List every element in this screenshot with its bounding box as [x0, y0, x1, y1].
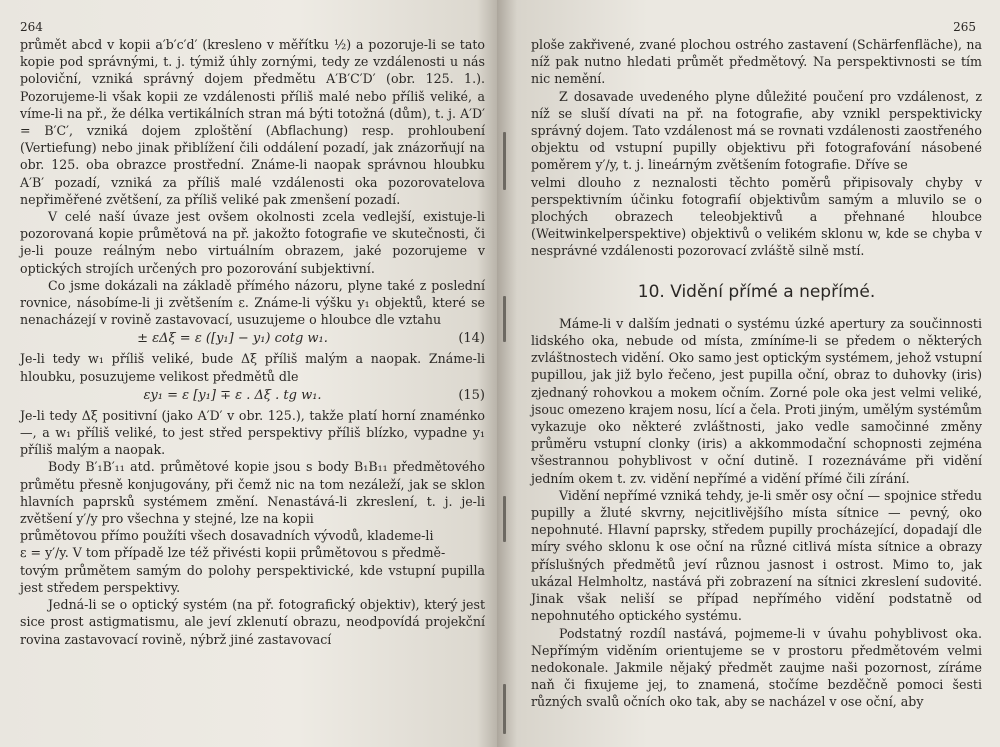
left-paragraph-3: Co jsme dokázali na základě přímého názoru, plyne také z poslední rovnice, násobíme-li ji zvětšením ε. Známe-li výšku y₁ objektů, které se nenacházejí v rovině zastavovací, usuzujeme o hloubce dle vztahu [20, 277, 485, 328]
right-paragraph-3: Máme-li v dalším jednati o systému úzké apertury za součinnosti lidského oka, nebude od místa, zmíníme-li se předem o některých zvláštnostech vidění. Oko samo jest optickým systémem, jehož vstupní pupillou, jak již bylo řečeno, jest pupilla oční, obraz to duhovky (iris) zjednaný rohovkou a mokem očním. Zorné pole oka jest velmi veliké, jsouc omezeno krajem nosu, lící a čela. Proti jiným, umělým systémům vykazuje oko některé zvláštnosti, jako vedle samočinné změny průměru vstupní clonky (iris) a akkommodační schopnosti zejména všestrannou pohyblivost v oční dutině. I rozeznáváme při vidění jedním okem t. zv. vidění nepřímé a vidění přímé čili zírání. [531, 315, 982, 486]
left-paragraph-1: průmět abcd v kopii a′b′c′d′ (kresleno v měřítku ½) a pozoruje-li se tato kopie pod správnými, t. j. týmiž úhly zornými, tedy ze vzdálenosti u nás poloviční, vzniká správný dojem předmětu A′B′C′D′ (obr. 125. 1.). Pozorujeme-li však kopii ze vzdálenosti příliš malé nebo příliš veliké, a víme-li na př., že délka vertikálních stran má býti totožná (dům), t. j. A′D′ = B′C′, vzniká dojem zploštění (Abflachung) resp. prohloubení (Vertiefung) nebo jinak přiblížení čili oddálení pozadí, jak znázorňují na obr. 125. oba obrazce prostřední. Známe-li naopak správnou hloubku A′B′ pozadí, vzniká za příliš malé vzdálenosti oka pozorovatelova nepřiměřené zvětšení, za příliš veliké pak zmenšení pozadí. [20, 37, 485, 207]
right-paragraph-1: ploše zakřivené, zvané plochou ostrého zastavení (Schärfenfläche), na níž pak nutno hledati průmět předmětový. Na perspektivnosti se tím nic nemění. [531, 37, 982, 87]
left-page-text [20, 36, 485, 648]
equation-15-number: (15) [458, 387, 485, 403]
section-heading: 10. Vidění přímé a nepřímé. [637, 281, 876, 302]
equation-14-expression: ± εΔξ = ε ([y₁] − y₁) cotg w₁. [137, 331, 328, 347]
left-paragraph-6d: tovým průmětem samým do polohy perspektivické, kde vstupní pupilla jest středem perspektivy. [20, 562, 485, 595]
left-paragraph-2: V celé naší úvaze jest ovšem okolnosti zcela vedlejší, existuje-li pozorovaná kopie průmětová na př. jakožto fotografie ve skutečnosti, či je-li pouze reálným nebo virtuálním obrazem, jaké pozorujeme v optických strojích určených pro pozorování subjektivní. [20, 209, 485, 276]
left-paragraph-6c: ε = y′/y. V tom případě lze též přivésti kopii průmětovou s předmě- [20, 545, 446, 561]
right-paragraph-4: Vidění nepřímé vzniká tehdy, je-li směr osy oční — spojnice středu pupilly a žluté skvrny, nejcitlivějšího místa sítnice — pevný, oko nepohnuté. Hlavní paprsky, středem pupilly procházející, dopadají dle míry svého sklonu k ose oční na různé citlivá místa sítnice a obrazy příslušných předmětů jeví různou jasnost i ostrost. Mimo to, jak ukázal Helmholtz, nastává při zobrazení na sítnici zkreslení sudovité. Jinak však neliší se případ nepřímého vidění podstatně od nepohnutého optického systému. [531, 487, 982, 624]
left-paragraph-6a: Body B′₁B′₁₁ atd. průmětové kopie jsou s body B₁B₁₁ předmětového průmětu přesně konjugovány, při čemž nic na tom nezáleží, jak se sklon hlavních paprsků systémem změní. Nenastává-li zkreslení, t. j. je-li zvětšení y′/y pro všechna y stejné, lze na kopii [20, 459, 485, 527]
equation-14 [20, 330, 485, 348]
right-paragraph-2a: Z dosavade uvedeného plyne důležité poučení pro vzdálenost, z níž se sluší dívati na př. na fotografie, aby vznikl perspektivicky správný dojem. Tato vzdálenost má se rovnati vzdálenosti zaostřeného objektu od vstupní pupilly objektivu při fotografování násobené poměrem y′/y, t. j. lineárným zvětšením fotografie. Dříve se [531, 88, 982, 173]
equation-15 [20, 387, 485, 405]
left-paragraph-5: Je-li tedy Δξ positivní (jako A′D′ v obr. 125.), takže platí horní znaménko —, a w₁ příliš veliké, to jest střed perspektivy příliš blízko, vypadne y₁ příliš malým a naopak. [20, 407, 485, 458]
right-page [497, 0, 1000, 747]
gutter-mark [503, 496, 506, 542]
left-paragraph-4: Je-li tedy w₁ příliš veliké, bude Δξ příliš malým a naopak. Známe-li hloubku, posuzujeme velikost předmětů dle [20, 351, 485, 384]
left-paragraph-6b: průmětovou přímo použíti všech dosavadních vývodů, klademe-li [20, 528, 434, 544]
gutter-mark [503, 296, 506, 342]
right-page-number: 265 [953, 20, 976, 34]
left-page [0, 0, 497, 747]
right-page-text [531, 36, 982, 711]
right-paragraph-2b: velmi dlouho z neznalosti těchto poměrů připisovaly chyby v perspektivním účinku fotografií objektivům samým a mluvilo se o plochých obrazech teleobjektivů a přehnané hloubce (Weitwinkelperspektive) objektivů o velikém sklonu w, kde se chyba v nesprávné vzdálenosti pozorovací zvláště silně mstí. [531, 174, 982, 259]
gutter-mark [503, 132, 506, 190]
left-page-number: 264 [20, 20, 43, 34]
gutter-mark [503, 684, 506, 734]
equation-14-number: (14) [458, 331, 485, 347]
right-paragraph-5: Podstatný rozdíl nastává, pojmeme-li v úvahu pohyblivost oka. Nepřímým viděním orientujeme se v prostoru předmětovém velmi nedokonale. Jakmile nějaký předmět zaujme naši pozornost, zíráme naň či fixujeme jej, to znamená, stočíme bezděčně pomoci šesti různých svalů očních oko tak, aby se nacházel v ose oční, aby [531, 625, 982, 710]
equation-15-expression: εy₁ = ε [y₁] ∓ ε . Δξ . tg w₁. [143, 387, 322, 403]
left-paragraph-7: Jedná-li se o optický systém (na př. fotografický objektiv), který jest sice prost astigmatismu, ale jeví zklenutí obrazu, neodpovídá projekční rovina zastavovací rovině, nýbrž jiné zastavovací [20, 597, 485, 647]
